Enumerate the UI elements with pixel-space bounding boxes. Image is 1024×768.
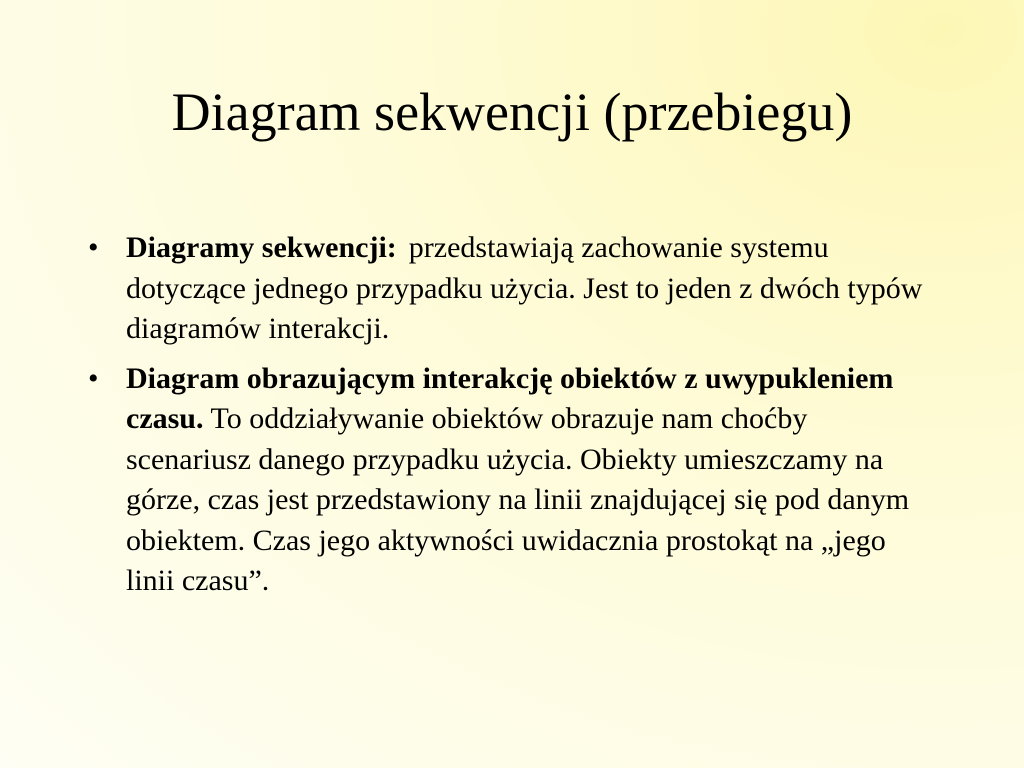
- bullet-body: przedstawiają zachowanie systemu dotyczące jednego przypadku użycia. Jest to jeden z dwóch typów diagramów interakcji.: [126, 231, 923, 345]
- slide-title: Diagram sekwencji (przebiegu): [171, 82, 853, 142]
- bullet-item: [86, 228, 946, 350]
- bullet-list: [86, 228, 946, 611]
- bullet-icon: •: [88, 361, 99, 395]
- bullet-lead: Diagramy sekwencji:: [126, 231, 397, 264]
- bullet-icon: •: [88, 231, 99, 264]
- bullet-text: [126, 228, 926, 350]
- bullet-lead: Diagram obrazującym interakcję obiektów z uwypukleniem czasu.: [126, 361, 894, 435]
- bullet-item: [86, 359, 946, 602]
- bullet-body: To oddziaływanie obiektów obrazuje nam choćby scenariusz danego przypadku użycia. Obiekty umieszczamy na górze, czas jest przedstawiony na linii znajdującej się pod danym obiektem. Czas jego aktywności uwidacznia prostokąt na „jego linii czasu”.: [126, 402, 910, 597]
- bullet-text: [126, 359, 926, 602]
